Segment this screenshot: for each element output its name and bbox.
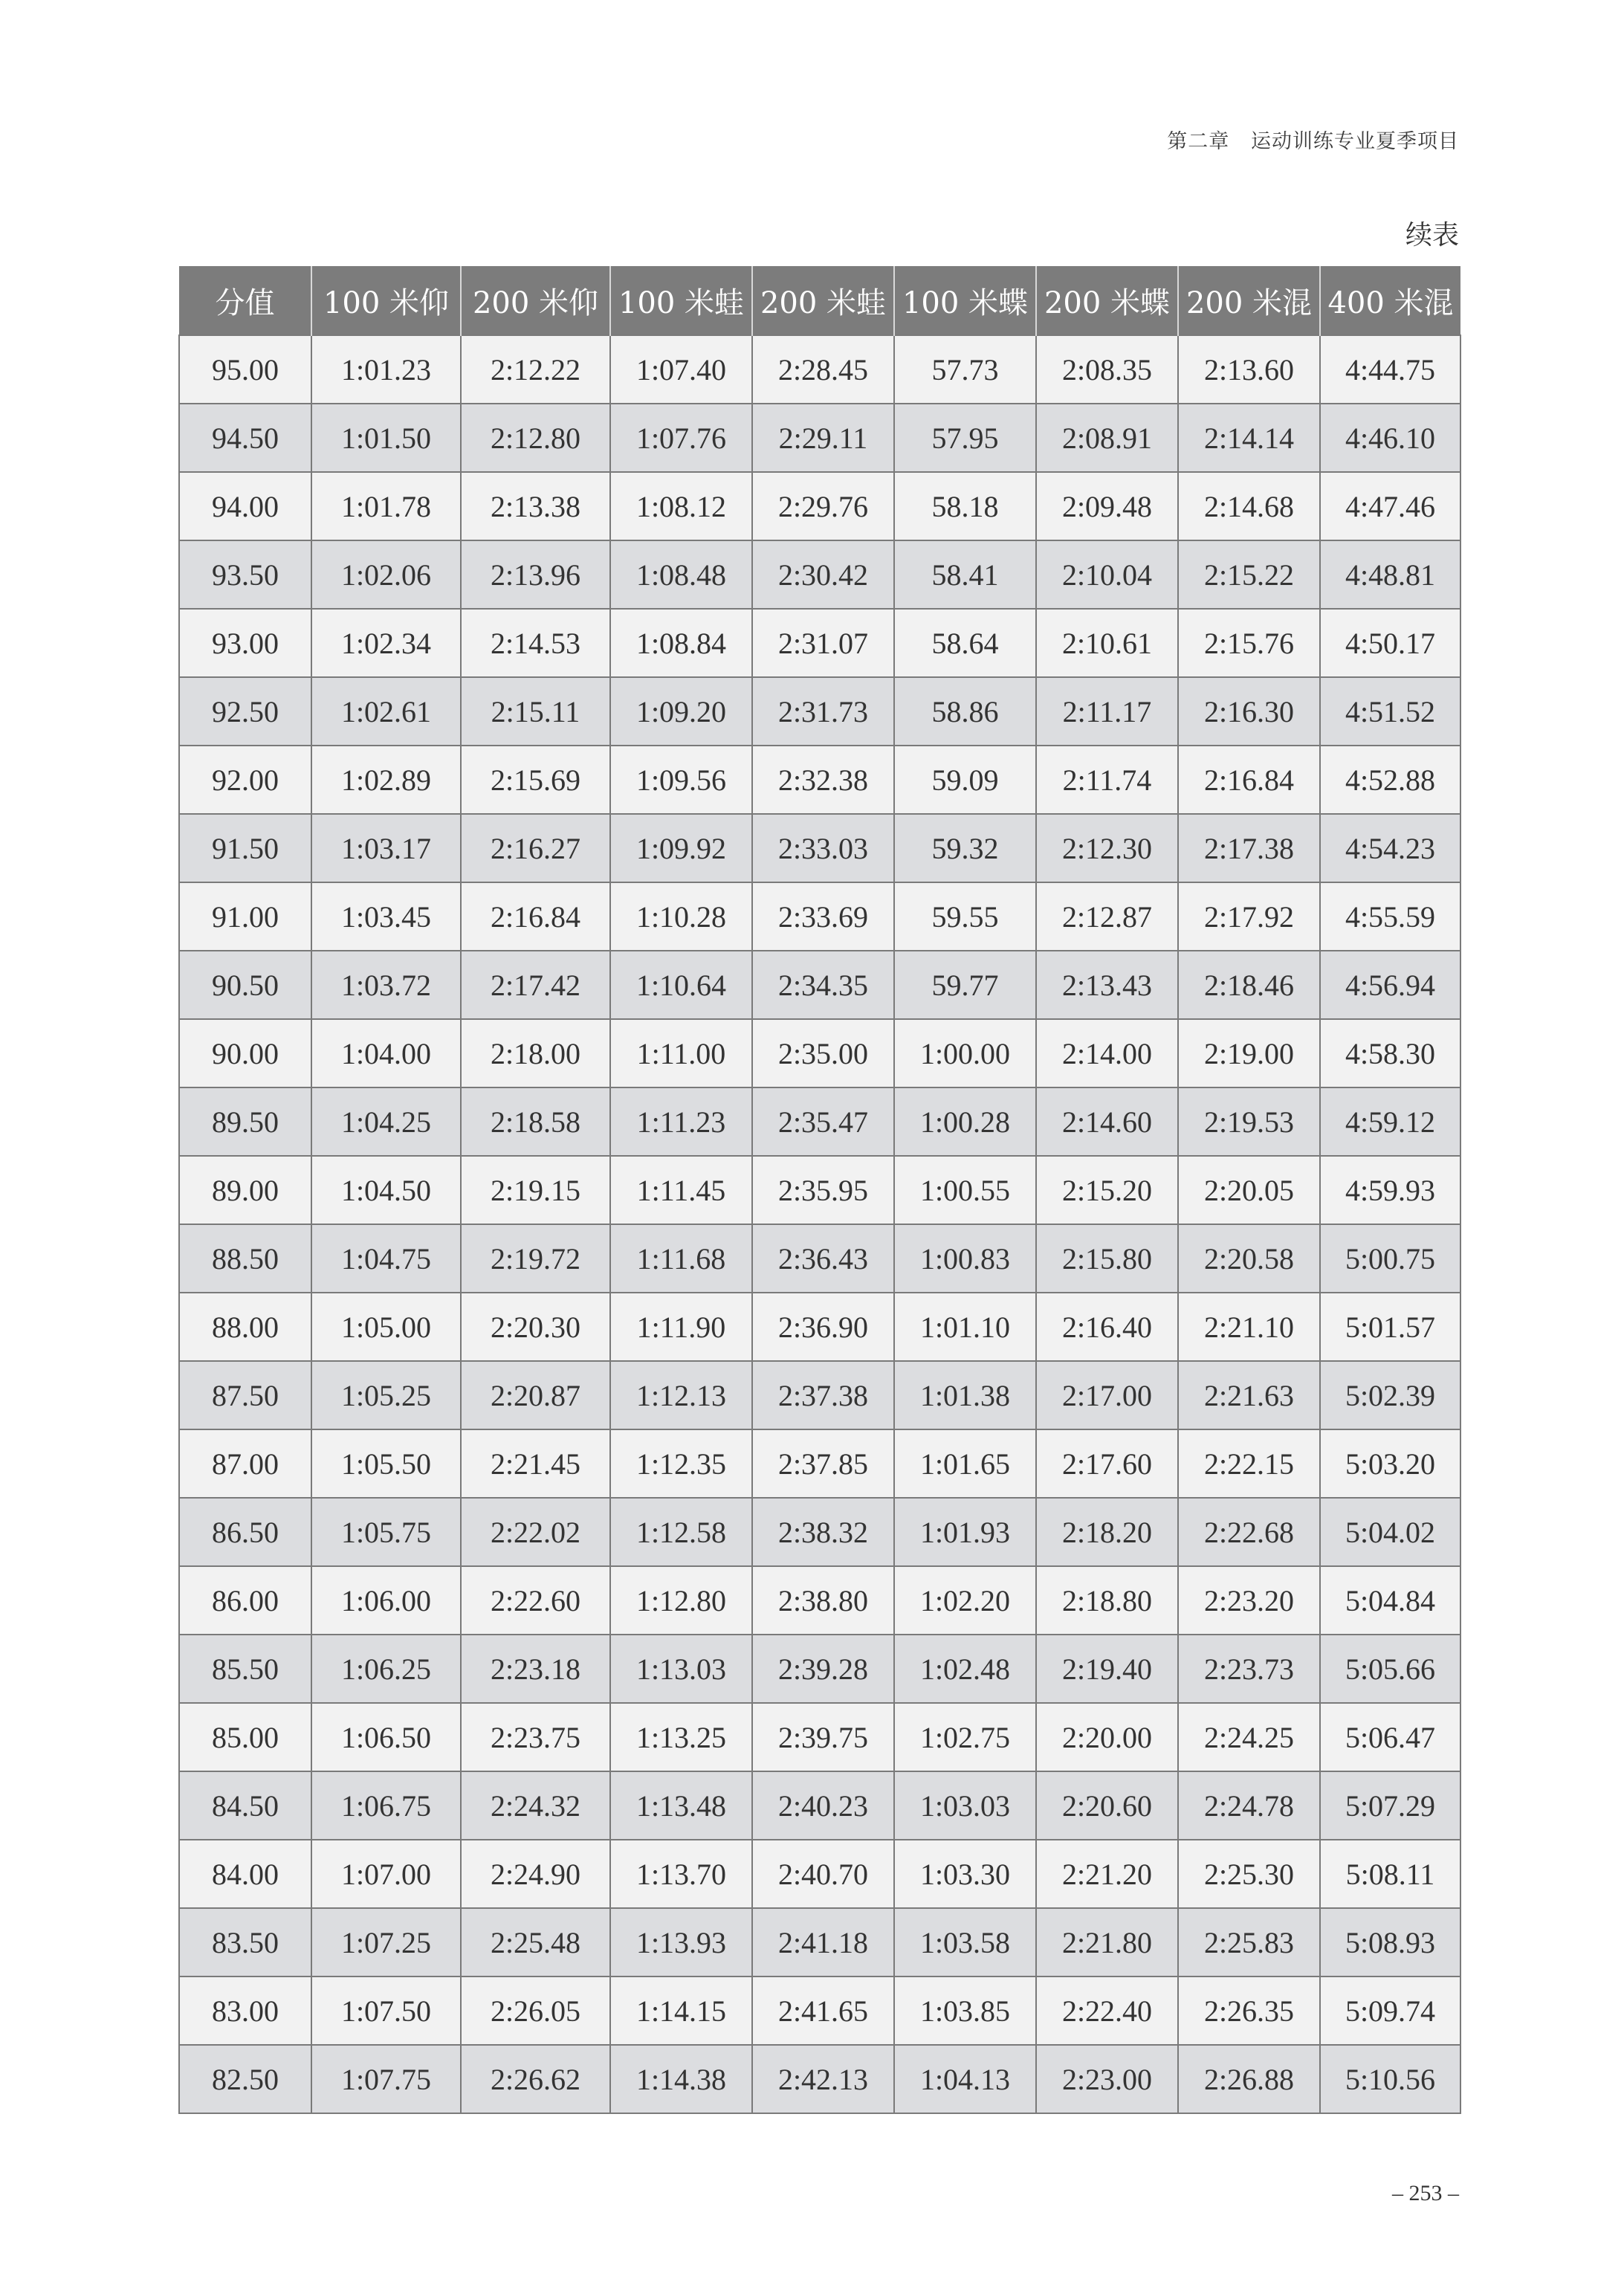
time-cell: 2:16.84 xyxy=(461,882,610,951)
time-cell: 2:21.80 xyxy=(1036,1908,1178,1976)
time-cell: 2:25.83 xyxy=(1178,1908,1320,1976)
time-cell: 1:09.20 xyxy=(610,677,752,746)
time-cell: 1:02.61 xyxy=(311,677,461,746)
time-cell: 2:33.03 xyxy=(752,814,894,882)
time-cell: 2:19.53 xyxy=(1178,1087,1320,1156)
time-cell: 2:38.80 xyxy=(752,1566,894,1635)
time-cell: 1:11.23 xyxy=(610,1087,752,1156)
time-cell: 2:14.60 xyxy=(1036,1087,1178,1156)
time-cell: 5:10.56 xyxy=(1320,2045,1460,2113)
score-cell: 90.00 xyxy=(179,1019,311,1087)
time-cell: 2:35.00 xyxy=(752,1019,894,1087)
time-cell: 2:17.00 xyxy=(1036,1361,1178,1429)
time-cell: 2:36.43 xyxy=(752,1224,894,1293)
table-body xyxy=(179,335,1460,2113)
time-cell: 2:34.35 xyxy=(752,951,894,1019)
time-cell: 2:24.25 xyxy=(1178,1703,1320,1771)
time-cell: 1:05.75 xyxy=(311,1498,461,1566)
time-cell: 1:01.78 xyxy=(311,472,461,540)
time-cell: 2:28.45 xyxy=(752,335,894,404)
time-cell: 1:13.25 xyxy=(610,1703,752,1771)
score-cell: 83.50 xyxy=(179,1908,311,1976)
time-cell: 2:21.63 xyxy=(1178,1361,1320,1429)
running-header: 第二章 运动训练专业夏季项目 xyxy=(1167,130,1459,153)
score-cell: 93.50 xyxy=(179,540,311,609)
time-cell: 5:02.39 xyxy=(1320,1361,1460,1429)
time-cell: 1:10.64 xyxy=(610,951,752,1019)
table-row xyxy=(179,1703,1460,1771)
table-row xyxy=(179,1498,1460,1566)
time-cell: 2:30.42 xyxy=(752,540,894,609)
time-cell: 2:20.60 xyxy=(1036,1771,1178,1840)
time-cell: 1:11.00 xyxy=(610,1019,752,1087)
time-cell: 2:39.75 xyxy=(752,1703,894,1771)
time-cell: 1:00.28 xyxy=(894,1087,1036,1156)
time-cell: 57.73 xyxy=(894,335,1036,404)
time-cell: 2:22.60 xyxy=(461,1566,610,1635)
time-cell: 4:46.10 xyxy=(1320,404,1460,472)
time-cell: 4:55.59 xyxy=(1320,882,1460,951)
time-cell: 2:13.96 xyxy=(461,540,610,609)
time-cell: 1:08.84 xyxy=(610,609,752,677)
column-header: 100 米蛙 xyxy=(610,266,752,335)
time-cell: 1:13.48 xyxy=(610,1771,752,1840)
time-cell: 1:12.80 xyxy=(610,1566,752,1635)
time-cell: 4:58.30 xyxy=(1320,1019,1460,1087)
time-cell: 1:01.10 xyxy=(894,1293,1036,1361)
time-cell: 1:07.00 xyxy=(311,1840,461,1908)
score-cell: 91.00 xyxy=(179,882,311,951)
time-cell: 2:18.80 xyxy=(1036,1566,1178,1635)
time-cell: 1:12.35 xyxy=(610,1429,752,1498)
continued-table-label: 续表 xyxy=(1405,220,1459,250)
time-cell: 2:15.11 xyxy=(461,677,610,746)
time-cell: 4:59.93 xyxy=(1320,1156,1460,1224)
time-cell: 58.18 xyxy=(894,472,1036,540)
time-cell: 1:11.90 xyxy=(610,1293,752,1361)
time-cell: 2:22.40 xyxy=(1036,1976,1178,2045)
table-row xyxy=(179,1976,1460,2045)
time-cell: 2:40.70 xyxy=(752,1840,894,1908)
score-cell: 92.50 xyxy=(179,677,311,746)
score-cell: 85.00 xyxy=(179,1703,311,1771)
time-cell: 5:04.84 xyxy=(1320,1566,1460,1635)
table-row xyxy=(179,335,1460,404)
time-cell: 2:08.91 xyxy=(1036,404,1178,472)
time-cell: 5:03.20 xyxy=(1320,1429,1460,1498)
table-row xyxy=(179,540,1460,609)
time-cell: 2:10.04 xyxy=(1036,540,1178,609)
time-cell: 2:18.58 xyxy=(461,1087,610,1156)
time-cell: 2:18.46 xyxy=(1178,951,1320,1019)
time-cell: 2:19.40 xyxy=(1036,1635,1178,1703)
time-cell: 1:08.48 xyxy=(610,540,752,609)
time-cell: 2:21.10 xyxy=(1178,1293,1320,1361)
table-row xyxy=(179,609,1460,677)
time-cell: 2:08.35 xyxy=(1036,335,1178,404)
time-cell: 2:15.80 xyxy=(1036,1224,1178,1293)
table-row xyxy=(179,404,1460,472)
time-cell: 1:07.75 xyxy=(311,2045,461,2113)
table-row xyxy=(179,746,1460,814)
time-cell: 2:12.30 xyxy=(1036,814,1178,882)
time-cell: 2:14.68 xyxy=(1178,472,1320,540)
time-cell: 2:16.30 xyxy=(1178,677,1320,746)
time-cell: 1:05.00 xyxy=(311,1293,461,1361)
time-cell: 2:14.00 xyxy=(1036,1019,1178,1087)
time-cell: 2:26.88 xyxy=(1178,2045,1320,2113)
time-cell: 1:02.34 xyxy=(311,609,461,677)
time-cell: 2:14.53 xyxy=(461,609,610,677)
time-cell: 1:02.75 xyxy=(894,1703,1036,1771)
time-cell: 2:20.05 xyxy=(1178,1156,1320,1224)
time-cell: 59.55 xyxy=(894,882,1036,951)
time-cell: 5:05.66 xyxy=(1320,1635,1460,1703)
time-cell: 2:31.07 xyxy=(752,609,894,677)
time-cell: 2:17.60 xyxy=(1036,1429,1178,1498)
time-cell: 2:21.45 xyxy=(461,1429,610,1498)
time-cell: 2:22.68 xyxy=(1178,1498,1320,1566)
time-cell: 4:52.88 xyxy=(1320,746,1460,814)
time-cell: 2:14.14 xyxy=(1178,404,1320,472)
time-cell: 1:13.03 xyxy=(610,1635,752,1703)
time-cell: 5:04.02 xyxy=(1320,1498,1460,1566)
time-cell: 2:25.30 xyxy=(1178,1840,1320,1908)
time-cell: 1:11.45 xyxy=(610,1156,752,1224)
time-cell: 2:20.30 xyxy=(461,1293,610,1361)
column-header: 分值 xyxy=(179,266,311,335)
time-cell: 2:23.00 xyxy=(1036,2045,1178,2113)
time-cell: 1:02.89 xyxy=(311,746,461,814)
time-cell: 2:17.38 xyxy=(1178,814,1320,882)
time-cell: 1:10.28 xyxy=(610,882,752,951)
time-cell: 59.09 xyxy=(894,746,1036,814)
score-cell: 88.50 xyxy=(179,1224,311,1293)
time-cell: 2:20.58 xyxy=(1178,1224,1320,1293)
time-cell: 2:17.92 xyxy=(1178,882,1320,951)
time-cell: 1:02.06 xyxy=(311,540,461,609)
time-cell: 1:07.76 xyxy=(610,404,752,472)
time-cell: 5:08.93 xyxy=(1320,1908,1460,1976)
time-cell: 1:01.65 xyxy=(894,1429,1036,1498)
time-cell: 2:29.76 xyxy=(752,472,894,540)
time-cell: 5:08.11 xyxy=(1320,1840,1460,1908)
time-cell: 2:18.20 xyxy=(1036,1498,1178,1566)
score-cell: 89.50 xyxy=(179,1087,311,1156)
score-table xyxy=(178,266,1461,2114)
time-cell: 1:05.25 xyxy=(311,1361,461,1429)
page-number: – 253 – xyxy=(1392,2181,1459,2205)
time-cell: 1:03.85 xyxy=(894,1976,1036,2045)
time-cell: 58.64 xyxy=(894,609,1036,677)
time-cell: 1:06.25 xyxy=(311,1635,461,1703)
time-cell: 4:44.75 xyxy=(1320,335,1460,404)
time-cell: 2:33.69 xyxy=(752,882,894,951)
time-cell: 2:35.95 xyxy=(752,1156,894,1224)
time-cell: 1:14.15 xyxy=(610,1976,752,2045)
column-header: 200 米仰 xyxy=(461,266,610,335)
score-cell: 87.50 xyxy=(179,1361,311,1429)
time-cell: 2:13.38 xyxy=(461,472,610,540)
time-cell: 1:05.50 xyxy=(311,1429,461,1498)
table-row xyxy=(179,1908,1460,1976)
column-header: 200 米蝶 xyxy=(1036,266,1178,335)
time-cell: 1:14.38 xyxy=(610,2045,752,2113)
time-cell: 1:06.75 xyxy=(311,1771,461,1840)
time-cell: 4:56.94 xyxy=(1320,951,1460,1019)
time-cell: 2:15.20 xyxy=(1036,1156,1178,1224)
score-cell: 86.00 xyxy=(179,1566,311,1635)
table-row xyxy=(179,1840,1460,1908)
column-header: 400 米混 xyxy=(1320,266,1460,335)
time-cell: 2:25.48 xyxy=(461,1908,610,1976)
time-cell: 2:12.80 xyxy=(461,404,610,472)
time-cell: 2:19.72 xyxy=(461,1224,610,1293)
time-cell: 1:00.55 xyxy=(894,1156,1036,1224)
table-header-row xyxy=(179,266,1460,335)
time-cell: 2:22.15 xyxy=(1178,1429,1320,1498)
score-cell: 83.00 xyxy=(179,1976,311,2045)
time-cell: 1:04.13 xyxy=(894,2045,1036,2113)
table-row xyxy=(179,1019,1460,1087)
time-cell: 2:18.00 xyxy=(461,1019,610,1087)
score-cell: 93.00 xyxy=(179,609,311,677)
time-cell: 1:04.25 xyxy=(311,1087,461,1156)
time-cell: 1:04.50 xyxy=(311,1156,461,1224)
time-cell: 2:21.20 xyxy=(1036,1840,1178,1908)
table-row xyxy=(179,472,1460,540)
score-cell: 95.00 xyxy=(179,335,311,404)
time-cell: 1:03.17 xyxy=(311,814,461,882)
time-cell: 1:12.58 xyxy=(610,1498,752,1566)
time-cell: 2:15.76 xyxy=(1178,609,1320,677)
table-row xyxy=(179,1361,1460,1429)
column-header: 200 米蛙 xyxy=(752,266,894,335)
time-cell: 58.86 xyxy=(894,677,1036,746)
time-cell: 2:39.28 xyxy=(752,1635,894,1703)
time-cell: 1:00.83 xyxy=(894,1224,1036,1293)
time-cell: 1:04.75 xyxy=(311,1224,461,1293)
time-cell: 58.41 xyxy=(894,540,1036,609)
time-cell: 2:26.35 xyxy=(1178,1976,1320,2045)
table-row xyxy=(179,1087,1460,1156)
time-cell: 1:07.50 xyxy=(311,1976,461,2045)
time-cell: 2:26.62 xyxy=(461,2045,610,2113)
score-cell: 92.00 xyxy=(179,746,311,814)
time-cell: 1:08.12 xyxy=(610,472,752,540)
time-cell: 2:15.22 xyxy=(1178,540,1320,609)
score-cell: 89.00 xyxy=(179,1156,311,1224)
time-cell: 1:09.56 xyxy=(610,746,752,814)
time-cell: 1:01.23 xyxy=(311,335,461,404)
time-cell: 2:32.38 xyxy=(752,746,894,814)
time-cell: 2:29.11 xyxy=(752,404,894,472)
time-cell: 2:35.47 xyxy=(752,1087,894,1156)
time-cell: 1:07.40 xyxy=(610,335,752,404)
time-cell: 2:13.43 xyxy=(1036,951,1178,1019)
time-cell: 1:03.58 xyxy=(894,1908,1036,1976)
time-cell: 1:01.93 xyxy=(894,1498,1036,1566)
time-cell: 2:23.18 xyxy=(461,1635,610,1703)
score-cell: 87.00 xyxy=(179,1429,311,1498)
time-cell: 2:38.32 xyxy=(752,1498,894,1566)
time-cell: 2:22.02 xyxy=(461,1498,610,1566)
time-cell: 2:12.22 xyxy=(461,335,610,404)
time-cell: 1:01.50 xyxy=(311,404,461,472)
time-cell: 2:37.38 xyxy=(752,1361,894,1429)
time-cell: 1:13.70 xyxy=(610,1840,752,1908)
time-cell: 2:31.73 xyxy=(752,677,894,746)
time-cell: 2:16.84 xyxy=(1178,746,1320,814)
time-cell: 2:23.20 xyxy=(1178,1566,1320,1635)
time-cell: 1:13.93 xyxy=(610,1908,752,1976)
time-cell: 2:42.13 xyxy=(752,2045,894,2113)
time-cell: 1:03.30 xyxy=(894,1840,1036,1908)
column-header: 100 米蝶 xyxy=(894,266,1036,335)
table-row xyxy=(179,1156,1460,1224)
score-cell: 90.50 xyxy=(179,951,311,1019)
time-cell: 2:12.87 xyxy=(1036,882,1178,951)
table-row xyxy=(179,1771,1460,1840)
time-cell: 2:19.00 xyxy=(1178,1019,1320,1087)
time-cell: 1:11.68 xyxy=(610,1224,752,1293)
table-row xyxy=(179,2045,1460,2113)
time-cell: 2:19.15 xyxy=(461,1156,610,1224)
time-cell: 2:20.00 xyxy=(1036,1703,1178,1771)
time-cell: 2:15.69 xyxy=(461,746,610,814)
table-row xyxy=(179,814,1460,882)
time-cell: 2:36.90 xyxy=(752,1293,894,1361)
column-header: 200 米混 xyxy=(1178,266,1320,335)
time-cell: 2:09.48 xyxy=(1036,472,1178,540)
time-cell: 1:03.72 xyxy=(311,951,461,1019)
time-cell: 1:12.13 xyxy=(610,1361,752,1429)
score-cell: 91.50 xyxy=(179,814,311,882)
time-cell: 1:02.20 xyxy=(894,1566,1036,1635)
time-cell: 1:04.00 xyxy=(311,1019,461,1087)
score-cell: 84.00 xyxy=(179,1840,311,1908)
score-cell: 85.50 xyxy=(179,1635,311,1703)
column-header: 100 米仰 xyxy=(311,266,461,335)
time-cell: 5:01.57 xyxy=(1320,1293,1460,1361)
time-cell: 2:23.75 xyxy=(461,1703,610,1771)
table-row xyxy=(179,1566,1460,1635)
time-cell: 4:59.12 xyxy=(1320,1087,1460,1156)
score-cell: 86.50 xyxy=(179,1498,311,1566)
time-cell: 5:09.74 xyxy=(1320,1976,1460,2045)
time-cell: 1:06.50 xyxy=(311,1703,461,1771)
score-cell: 82.50 xyxy=(179,2045,311,2113)
time-cell: 5:06.47 xyxy=(1320,1703,1460,1771)
time-cell: 2:11.74 xyxy=(1036,746,1178,814)
time-cell: 2:20.87 xyxy=(461,1361,610,1429)
score-cell: 88.00 xyxy=(179,1293,311,1361)
time-cell: 4:50.17 xyxy=(1320,609,1460,677)
time-cell: 5:00.75 xyxy=(1320,1224,1460,1293)
time-cell: 4:51.52 xyxy=(1320,677,1460,746)
time-cell: 2:17.42 xyxy=(461,951,610,1019)
time-cell: 2:41.18 xyxy=(752,1908,894,1976)
time-cell: 57.95 xyxy=(894,404,1036,472)
table-row xyxy=(179,1224,1460,1293)
time-cell: 2:16.40 xyxy=(1036,1293,1178,1361)
time-cell: 1:06.00 xyxy=(311,1566,461,1635)
time-cell: 1:01.38 xyxy=(894,1361,1036,1429)
time-cell: 59.77 xyxy=(894,951,1036,1019)
time-cell: 2:40.23 xyxy=(752,1771,894,1840)
score-cell: 94.00 xyxy=(179,472,311,540)
time-cell: 4:54.23 xyxy=(1320,814,1460,882)
time-cell: 5:07.29 xyxy=(1320,1771,1460,1840)
time-cell: 2:26.05 xyxy=(461,1976,610,2045)
table-row xyxy=(179,677,1460,746)
time-cell: 1:02.48 xyxy=(894,1635,1036,1703)
time-cell: 1:03.45 xyxy=(311,882,461,951)
time-cell: 2:23.73 xyxy=(1178,1635,1320,1703)
table-row xyxy=(179,882,1460,951)
time-cell: 2:24.78 xyxy=(1178,1771,1320,1840)
time-cell: 2:16.27 xyxy=(461,814,610,882)
time-cell: 1:03.03 xyxy=(894,1771,1036,1840)
table-row xyxy=(179,1635,1460,1703)
time-cell: 1:00.00 xyxy=(894,1019,1036,1087)
time-cell: 1:07.25 xyxy=(311,1908,461,1976)
time-cell: 4:48.81 xyxy=(1320,540,1460,609)
table-row xyxy=(179,1429,1460,1498)
time-cell: 2:37.85 xyxy=(752,1429,894,1498)
table-row xyxy=(179,951,1460,1019)
table-row xyxy=(179,1293,1460,1361)
time-cell: 59.32 xyxy=(894,814,1036,882)
time-cell: 2:41.65 xyxy=(752,1976,894,2045)
time-cell: 2:24.32 xyxy=(461,1771,610,1840)
time-cell: 2:13.60 xyxy=(1178,335,1320,404)
score-cell: 94.50 xyxy=(179,404,311,472)
time-cell: 2:24.90 xyxy=(461,1840,610,1908)
time-cell: 1:09.92 xyxy=(610,814,752,882)
score-cell: 84.50 xyxy=(179,1771,311,1840)
time-cell: 2:11.17 xyxy=(1036,677,1178,746)
time-cell: 2:10.61 xyxy=(1036,609,1178,677)
time-cell: 4:47.46 xyxy=(1320,472,1460,540)
